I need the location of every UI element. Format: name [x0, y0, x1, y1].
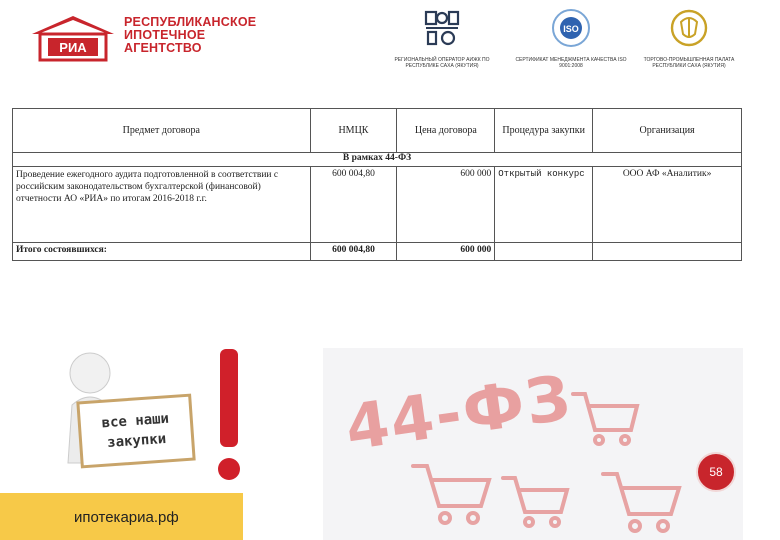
section-row	[13, 153, 742, 167]
partner-caption: ТОРГОВО-ПРОМЫШЛЕННАЯ ПАЛАТА РЕСПУБЛИКИ САХА (ЯКУТИЯ)	[643, 57, 735, 69]
cell-price: 600 000	[397, 167, 495, 243]
law-banner	[323, 348, 743, 540]
logo-line-2: ИПОТЕЧНОЕ	[124, 28, 206, 42]
slide-header	[0, 0, 780, 100]
svg-text:РИА: РИА	[59, 40, 87, 55]
total-organization-empty	[593, 243, 742, 261]
col-price: Цена договора	[397, 109, 495, 153]
person-holding-sign-icon	[50, 345, 255, 495]
col-procedure: Процедура закупки	[495, 109, 593, 153]
cell-nmck: 600 004,80	[310, 167, 397, 243]
total-price: 600 000	[397, 243, 495, 261]
section-label: В рамках 44-ФЗ	[13, 153, 742, 167]
logo-text	[124, 16, 256, 55]
shopping-cart-icon	[323, 348, 743, 540]
cell-subject: Проведение ежегодного аудита подготовленной в соответствии с российским законодательством бухгалтерской (финансовой) отчетности АО «РИА» по итогам 2016-2018 г.г.	[13, 167, 311, 243]
partner-caption: РЕГИОНАЛЬНЫЙ ОПЕРАТОР АИЖК ПО РЕСПУБЛИКЕ САХА (ЯКУТИЯ)	[394, 57, 490, 69]
total-procedure-empty	[495, 243, 593, 261]
col-subject: Предмет договора	[13, 109, 311, 153]
chamber-emblem-icon	[669, 8, 709, 48]
col-nmck: НМЦК	[310, 109, 397, 153]
banner-text: 44-ФЗ	[341, 360, 577, 465]
total-row	[13, 243, 742, 261]
ria-logo	[28, 14, 258, 62]
logo-line-1: РЕСПУБЛИКАНСКОЕ	[124, 15, 257, 29]
partner-caption: СЕРТИФИКАТ МЕНЕДЖМЕНТА КАЧЕСТВА ISO 9001:2008	[515, 57, 627, 69]
procurement-table	[12, 108, 742, 261]
table-row	[13, 167, 742, 243]
svg-text:ISO: ISO	[563, 24, 579, 34]
total-nmck: 600 004,80	[310, 243, 397, 261]
dom-rf-logo-icon	[422, 8, 462, 48]
partner-aizhk	[392, 8, 492, 69]
logo-line-3: АГЕНТСТВО	[124, 41, 202, 55]
sign-line-2: закупки	[106, 430, 167, 452]
sign-line-1: все наши	[101, 410, 170, 432]
page-number-badge: 58	[696, 452, 736, 492]
col-organization: Организация	[593, 109, 742, 153]
site-link[interactable]: ипотекариа.рф	[74, 509, 179, 526]
cell-procedure: Открытый конкурс	[495, 167, 593, 243]
house-logo-icon	[28, 14, 118, 62]
person-sign-illustration	[50, 345, 255, 495]
table-header-row	[13, 109, 742, 153]
partner-iso	[512, 8, 630, 69]
total-label: Итого состоявшихся:	[13, 243, 311, 261]
partner-tpp	[636, 8, 742, 69]
site-footer	[0, 493, 243, 540]
cell-organization: ООО АФ «Аналитик»	[593, 167, 742, 243]
iso-badge-icon	[551, 8, 591, 48]
